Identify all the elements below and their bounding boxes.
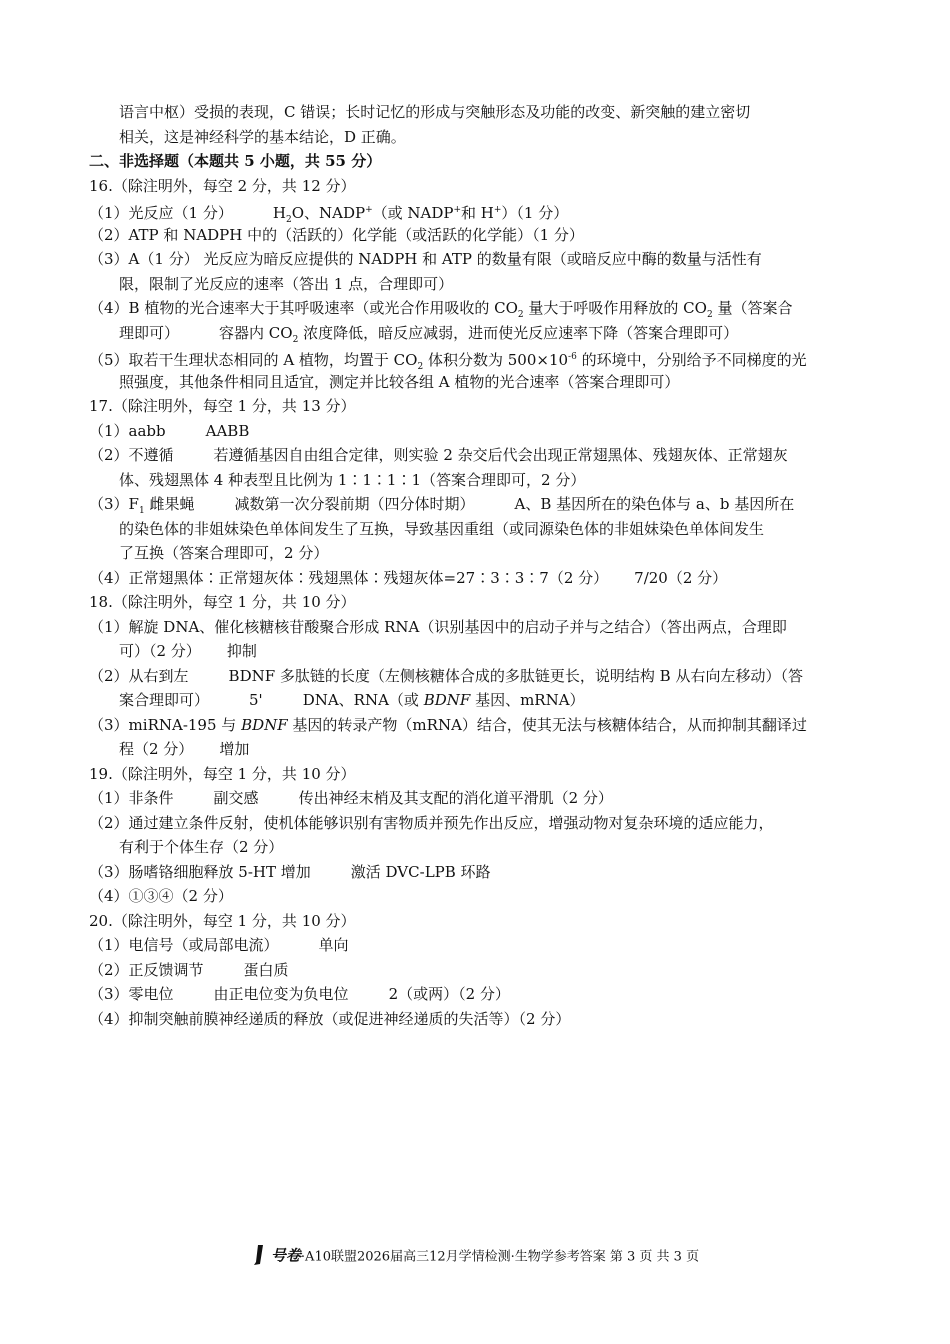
answer-line: （1）解旋 DNA、催化核糖核苷酸聚合形成 RNA（识别基因中的启动子并与之结合）（答出两点，合理即 — [89, 617, 787, 636]
answer-line: 限，限制了光反应的速率（答出 1 点，合理即可） — [119, 274, 454, 293]
answer-line: 16.（除注明外，每空 2 分，共 12 分） — [89, 176, 356, 195]
answer-line: 理即可） 容器内 $CO_2$ 浓度降低，暗反应减弱，进而使光反应速率下降（答案合理即可） — [119, 323, 739, 345]
answer-line: 18.（除注明外，每空 1 分，共 10 分） — [89, 593, 356, 611]
answer-line: 了互换（答案合理即可，2 分） — [119, 544, 329, 562]
answer-body — [89, 100, 864, 1031]
answer-line: 相关，这是神经科学的基本结论，D 正确。 — [119, 127, 406, 146]
footer-text: ·A10联盟2026届高三12月学情检测·生物学参考答案 第 3 页 共 3 页 — [300, 1249, 700, 1265]
answer-line: 20.（除注明外，每空 1 分，共 10 分） — [89, 911, 356, 930]
answer-line: （3）miRNA-195 与 BDNF 基因的转录产物（mRNA）结合，使其无法与核糖体结合，从而抑制其翻译过 — [89, 715, 807, 734]
answer-line: 有利于个体生存（2 分） — [119, 838, 284, 856]
answer-line: 案合理即可） 5' DNA、RNA（或 BDNF 基因、mRNA） — [119, 691, 585, 709]
answer-line: （4）①③④（2 分） — [89, 887, 233, 905]
answer-line: 17.（除注明外，每空 1 分，共 13 分） — [89, 397, 356, 415]
answer-line: 照强度，其他条件相同且适宜，测定并比较各组 A 植物的光合速率（答案合理即可） — [119, 372, 680, 391]
answer-line: （2）正反馈调节 蛋白质 — [89, 960, 289, 979]
answer-line: $(3)F_1$ 雌果蝇 减数第一次分裂前期（四分体时期） A、B 基因所在的染色体与 a、b 基因所在 — [89, 495, 795, 516]
answer-line: （5）取若干生理状态相同的 A 植物，均置于 $CO_2$ 体积分数为 $500\times 10^{-6}$ 的环境中，分别给予不同梯度的光 — [89, 351, 807, 372]
answer-line: （4）正常翅黑体∶正常翅灰体∶残翅黑体∶残翅灰体=27∶3∶3∶7（2 分） 7/20（2 分） — [89, 568, 728, 587]
answer-line: （3）零电位 由正电位变为负电位 2（或两）（2 分） — [89, 985, 510, 1003]
answer-line: 可）（2 分） 抑制 — [119, 642, 257, 660]
answer-line: （1）非条件 副交感 传出神经末梢及其支配的消化道平滑肌（2 分） — [89, 789, 613, 807]
answer-line: 的染色体的非姐妹染色单体间发生了互换，导致基因重组（或同源染色体的非姐妹染色单体间发生 — [119, 519, 765, 538]
answer-line: （1）光反应（1 分） $H_2O$、NADP+（或 NADP+和 H+）（1 分） — [89, 204, 569, 225]
answer-line: （2）通过建立条件反射，使机体能够识别有害物质并预先作出反应，增强动物对复杂环境的适应能力， — [89, 813, 774, 832]
brand-logo-icon — [251, 1244, 269, 1270]
answer-line: （1）电信号（或局部电流） 单向 — [89, 936, 349, 954]
brand-logo-text: 号卷 — [270, 1246, 301, 1265]
answer-line: 语言中枢）受损的表现，C 错误；长时记忆的形成与突触形态及功能的改变、新突触的建立密切 — [119, 103, 751, 121]
answer-line: （1）aabb AABB — [89, 421, 250, 440]
answer-line: （4）B 植物的光合速率大于其呼吸速率（或光合作用吸收的 $CO_2$ 量大于呼吸作用释放的 $CO_2$ 量（答案合 — [89, 299, 793, 320]
answer-line: （4）抑制突触前膜神经递质的释放（或促进神经递质的失活等）（2 分） — [89, 1009, 571, 1028]
answer-line: （2）不遵循 若遵循基因自由组合定律，则实验 2 杂交后代会出现正常翅黑体、残翅灰体、正常翅灰 — [89, 446, 788, 464]
answer-line: 19.（除注明外，每空 1 分，共 10 分） — [89, 764, 356, 783]
answer-line: 程（2 分） 增加 — [119, 740, 250, 758]
answer-line: （2）ATP 和 NADPH 中的（活跃的）化学能（或活跃的化学能）（1 分） — [89, 225, 584, 244]
answer-line: 二、非选择题（本题共 5 小题，共 55 分） — [89, 152, 382, 170]
answer-line: 体、残翅黑体 4 种表型且比例为 1∶1∶1∶1（答案合理即可，2 分） — [119, 470, 586, 489]
answer-line: （3）A（1 分） 光反应为暗反应提供的 NADPH 和 ATP 的数量有限（或暗反应中酶的数量与活性有 — [89, 250, 762, 268]
answer-line: （2）从右到左 BDNF 多肽链的长度（左侧核糖体合成的多肽链更长，说明结构 B 从右向左移动）（答 — [89, 666, 803, 685]
page-footer — [0, 1244, 950, 1270]
answer-line: （3）肠嗜铬细胞释放 5-HT 增加 激活 DVC-LPB 环路 — [89, 862, 491, 881]
